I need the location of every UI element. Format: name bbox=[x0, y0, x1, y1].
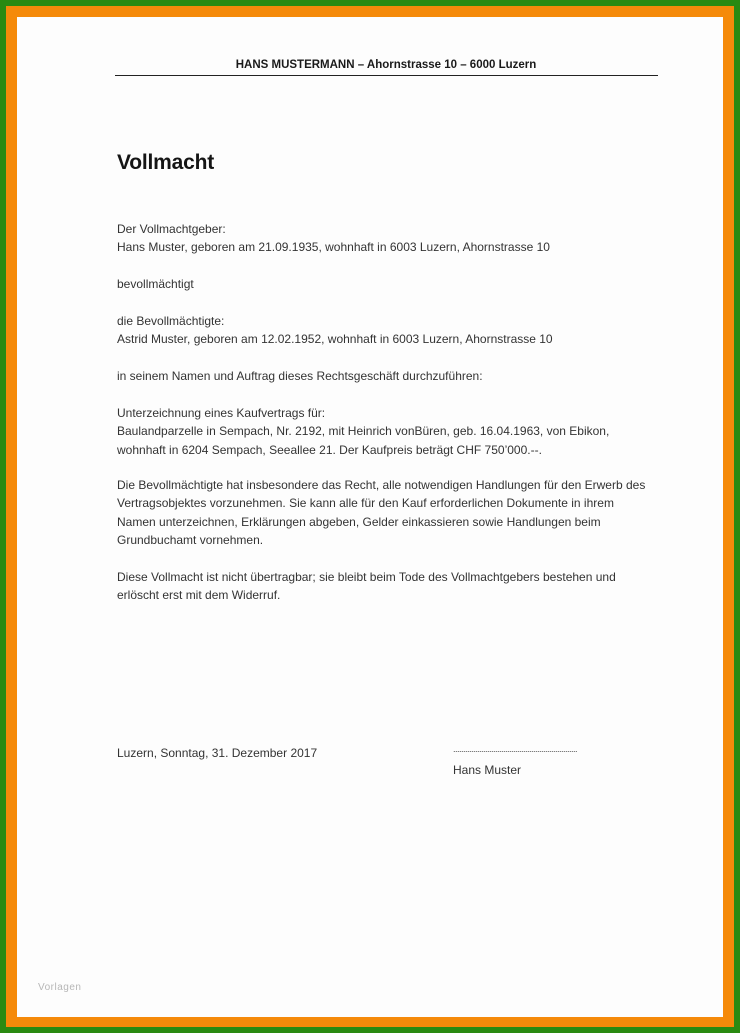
authorizes-label: bevollmächtigt bbox=[117, 277, 194, 291]
rights-line: Namen unterzeichnen, Erklärungen abgeben, Gelder einkassieren sowie Handlungen beim bbox=[117, 514, 601, 529]
validity-line: erlöscht erst mit dem Widerruf. bbox=[117, 588, 281, 603]
purpose-text bbox=[117, 367, 657, 385]
transaction-line: wohnhaft in 6204 Sempach, Seeallee 21. Der Kaufpreis beträgt CHF 750’000.--. bbox=[117, 442, 542, 457]
watermark: Vorlagen bbox=[38, 982, 82, 993]
authorizes-text bbox=[117, 275, 657, 293]
transaction-section bbox=[117, 404, 657, 459]
grantor-section bbox=[117, 220, 657, 257]
letterhead: HANS MUSTERMANN – Ahornstrasse 10 – 6000 Luzern bbox=[235, 59, 537, 71]
agent-details: Astrid Muster, geboren am 12.02.1952, wohnhaft in 6003 Luzern, Ahornstrasse 10 bbox=[117, 332, 553, 347]
transaction-line: Baulandparzelle in Sempach, Nr. 2192, mit Heinrich vonBüren, geb. 16.04.1963, von Ebikon, bbox=[117, 424, 610, 439]
purpose-label: in seinem Namen und Auftrag dieses Rechtsgeschäft durchzuführen: bbox=[117, 369, 483, 383]
transaction-label: Unterzeichnung eines Kaufvertrags für: bbox=[117, 406, 326, 420]
rights-line: Vertragsobjektes vorzunehmen. Sie kann alle für den Kauf erforderlichen Dokumente in ihrem bbox=[117, 496, 614, 511]
grantor-label: Der Vollmachtgeber: bbox=[117, 222, 226, 236]
agent-section bbox=[117, 312, 657, 349]
agent-label: die Bevollmächtigte: bbox=[117, 314, 225, 328]
validity-line: Diese Vollmacht ist nicht übertragbar; sie bleibt beim Tode des Vollmachtgebers bestehen und bbox=[117, 570, 616, 584]
signature-line: .............................................................. bbox=[453, 744, 578, 754]
rights-line: Grundbuchamt vornehmen. bbox=[117, 533, 264, 548]
document-page bbox=[17, 17, 723, 1017]
letterhead-divider bbox=[115, 75, 658, 76]
place-and-date: Luzern, Sonntag, 31. Dezember 2017 bbox=[117, 746, 318, 760]
document-title: Vollmacht bbox=[117, 151, 214, 174]
grantor-details: Hans Muster, geboren am 21.09.1935, wohnhaft in 6003 Luzern, Ahornstrasse 10 bbox=[117, 240, 550, 255]
rights-line: Die Bevollmächtigte hat insbesondere das Recht, alle notwendigen Handlungen für den Erwerb des bbox=[117, 478, 646, 492]
validity-section bbox=[117, 568, 657, 605]
signatory-name: Hans Muster bbox=[453, 763, 522, 777]
rights-section bbox=[117, 476, 657, 550]
